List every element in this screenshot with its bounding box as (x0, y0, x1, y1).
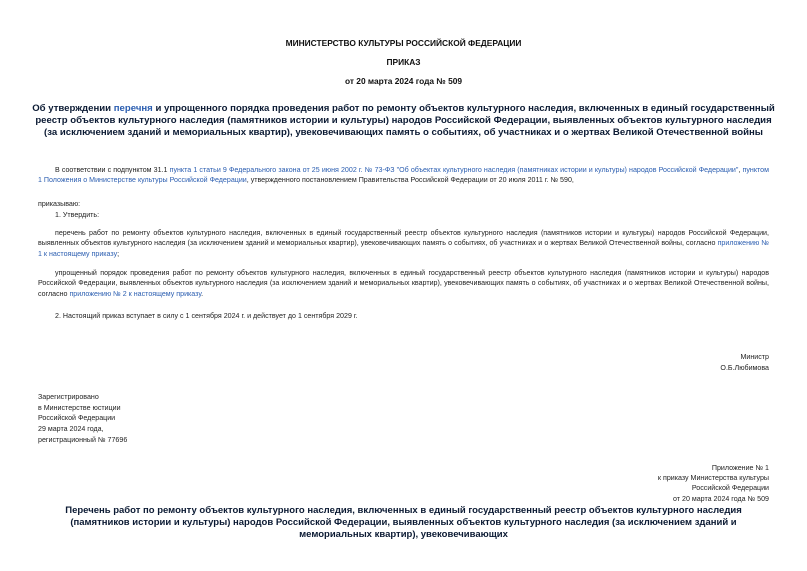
paragraph-procedure-text: упрощенный порядок проведения работ по ремонту объектов культурного наследия, включенных в единый государственный реестр объектов культурного наследия (памятников истории и культуры) народов Российской Федерации, выявленных объектов культурного наследия (за исключением зданий и мемориальных квартир), увековечивающих память о событиях, об участниках и о жертвах Великой Отечественной войны, согласно (38, 269, 769, 298)
paragraph-procedure (38, 268, 769, 299)
annex-line-1: Приложение № 1 (711, 464, 769, 472)
preamble-text-2: , (738, 166, 743, 174)
preamble-paragraph (38, 165, 769, 186)
order-type: ПРИКАЗ (386, 57, 421, 67)
annex-header (658, 463, 769, 504)
signature-block (720, 352, 769, 374)
preamble-text-1: В соответствии с подпунктом 31.1 (55, 166, 170, 174)
registration-line-3: Российской Федерации (38, 414, 116, 423)
ministry-name: МИНИСТЕРСТВО КУЛЬТУРЫ РОССИЙСКОЙ ФЕДЕРАЦИИ (285, 38, 522, 48)
preamble-law-link[interactable]: пункта 1 статьи 9 Федерального закона от 25 июня 2002 г. № 73-ФЗ "Об объектах культурного наследия (памятниках истории и культуры) народов Российской Федерации" (169, 166, 739, 174)
registration-line-4: 29 марта 2024 года, (38, 425, 104, 434)
title-link-list[interactable]: перечня (113, 103, 153, 114)
order-date: от 20 марта 2024 года № 509 (344, 76, 463, 86)
paragraph-list (38, 228, 769, 259)
orders-word: приказываю: (38, 200, 81, 208)
paragraph-procedure-end: . (201, 289, 204, 298)
title-prefix: Об утверждении (32, 103, 114, 114)
signature-name: О.Б.Любимова (720, 364, 769, 372)
annex-line-3: Российской Федерации (691, 484, 769, 493)
signature-position: Министр (740, 353, 769, 361)
item-1: 1. Утвердить: (55, 211, 100, 219)
annex-2-link[interactable]: приложению № 2 к настоящему приказу (69, 289, 202, 298)
paragraph-list-text: перечень работ по ремонту объектов культурного наследия, включенных в единый государственный реестр объектов культурного наследия (памятников истории и культуры) народов Российской Федерации, выявленных объектов культурного наследия (за исключением зданий и мемориальных квартир), увековечивающих память о событиях, об участниках и о жертвах Великой Отечественной войны, согласно (38, 229, 769, 248)
registration-line-5: регистрационный № 77696 (38, 435, 128, 444)
annex-1-link[interactable]: приложению № 1 к настоящему приказу (38, 239, 769, 258)
document-title (30, 103, 777, 139)
preamble-regulation-link[interactable]: пунктом 1 Положения о Министерстве культуры Российской Федерации (38, 166, 769, 185)
registration-line-2: в Министерстве юстиции (38, 403, 121, 412)
preamble-text-3: , утвержденного постановлением Правительства Российской Федерации от 20 июля 2011 г. № 590, (246, 176, 574, 185)
registration-line-1: Зарегистрировано (38, 393, 99, 401)
annex-line-4: от 20 марта 2024 года № 509 (672, 494, 769, 503)
annex-line-2: к приказу Министерства культуры (657, 474, 769, 483)
title-rest: и упрощенного порядка проведения работ по ремонту объектов культурного наследия, включенных в единый государственный реестр объектов культурного наследия (памятников истории и культуры) народов Российской Федерации, выявленных объектов культурного наследия (за исключением зданий и мемориальных квартир), увековечивающих память о событиях, об участниках и о жертвах Великой Отечественной войны (35, 103, 775, 138)
annex-title: Перечень работ по ремонту объектов культурного наследия, включенных в единый государственный реестр объектов культурного наследия (памятников истории и культуры) народов Российской Федерации, выявленных объектов культурного наследия (за исключением зданий и мемориальных квартир), увековечивающих (65, 505, 742, 540)
registration-block (38, 392, 127, 446)
paragraph-list-end: ; (117, 249, 120, 258)
item-2: 2. Настоящий приказ вступает в силу с 1 сентября 2024 г. и действует до 1 сентября 2029 г. (55, 312, 358, 320)
